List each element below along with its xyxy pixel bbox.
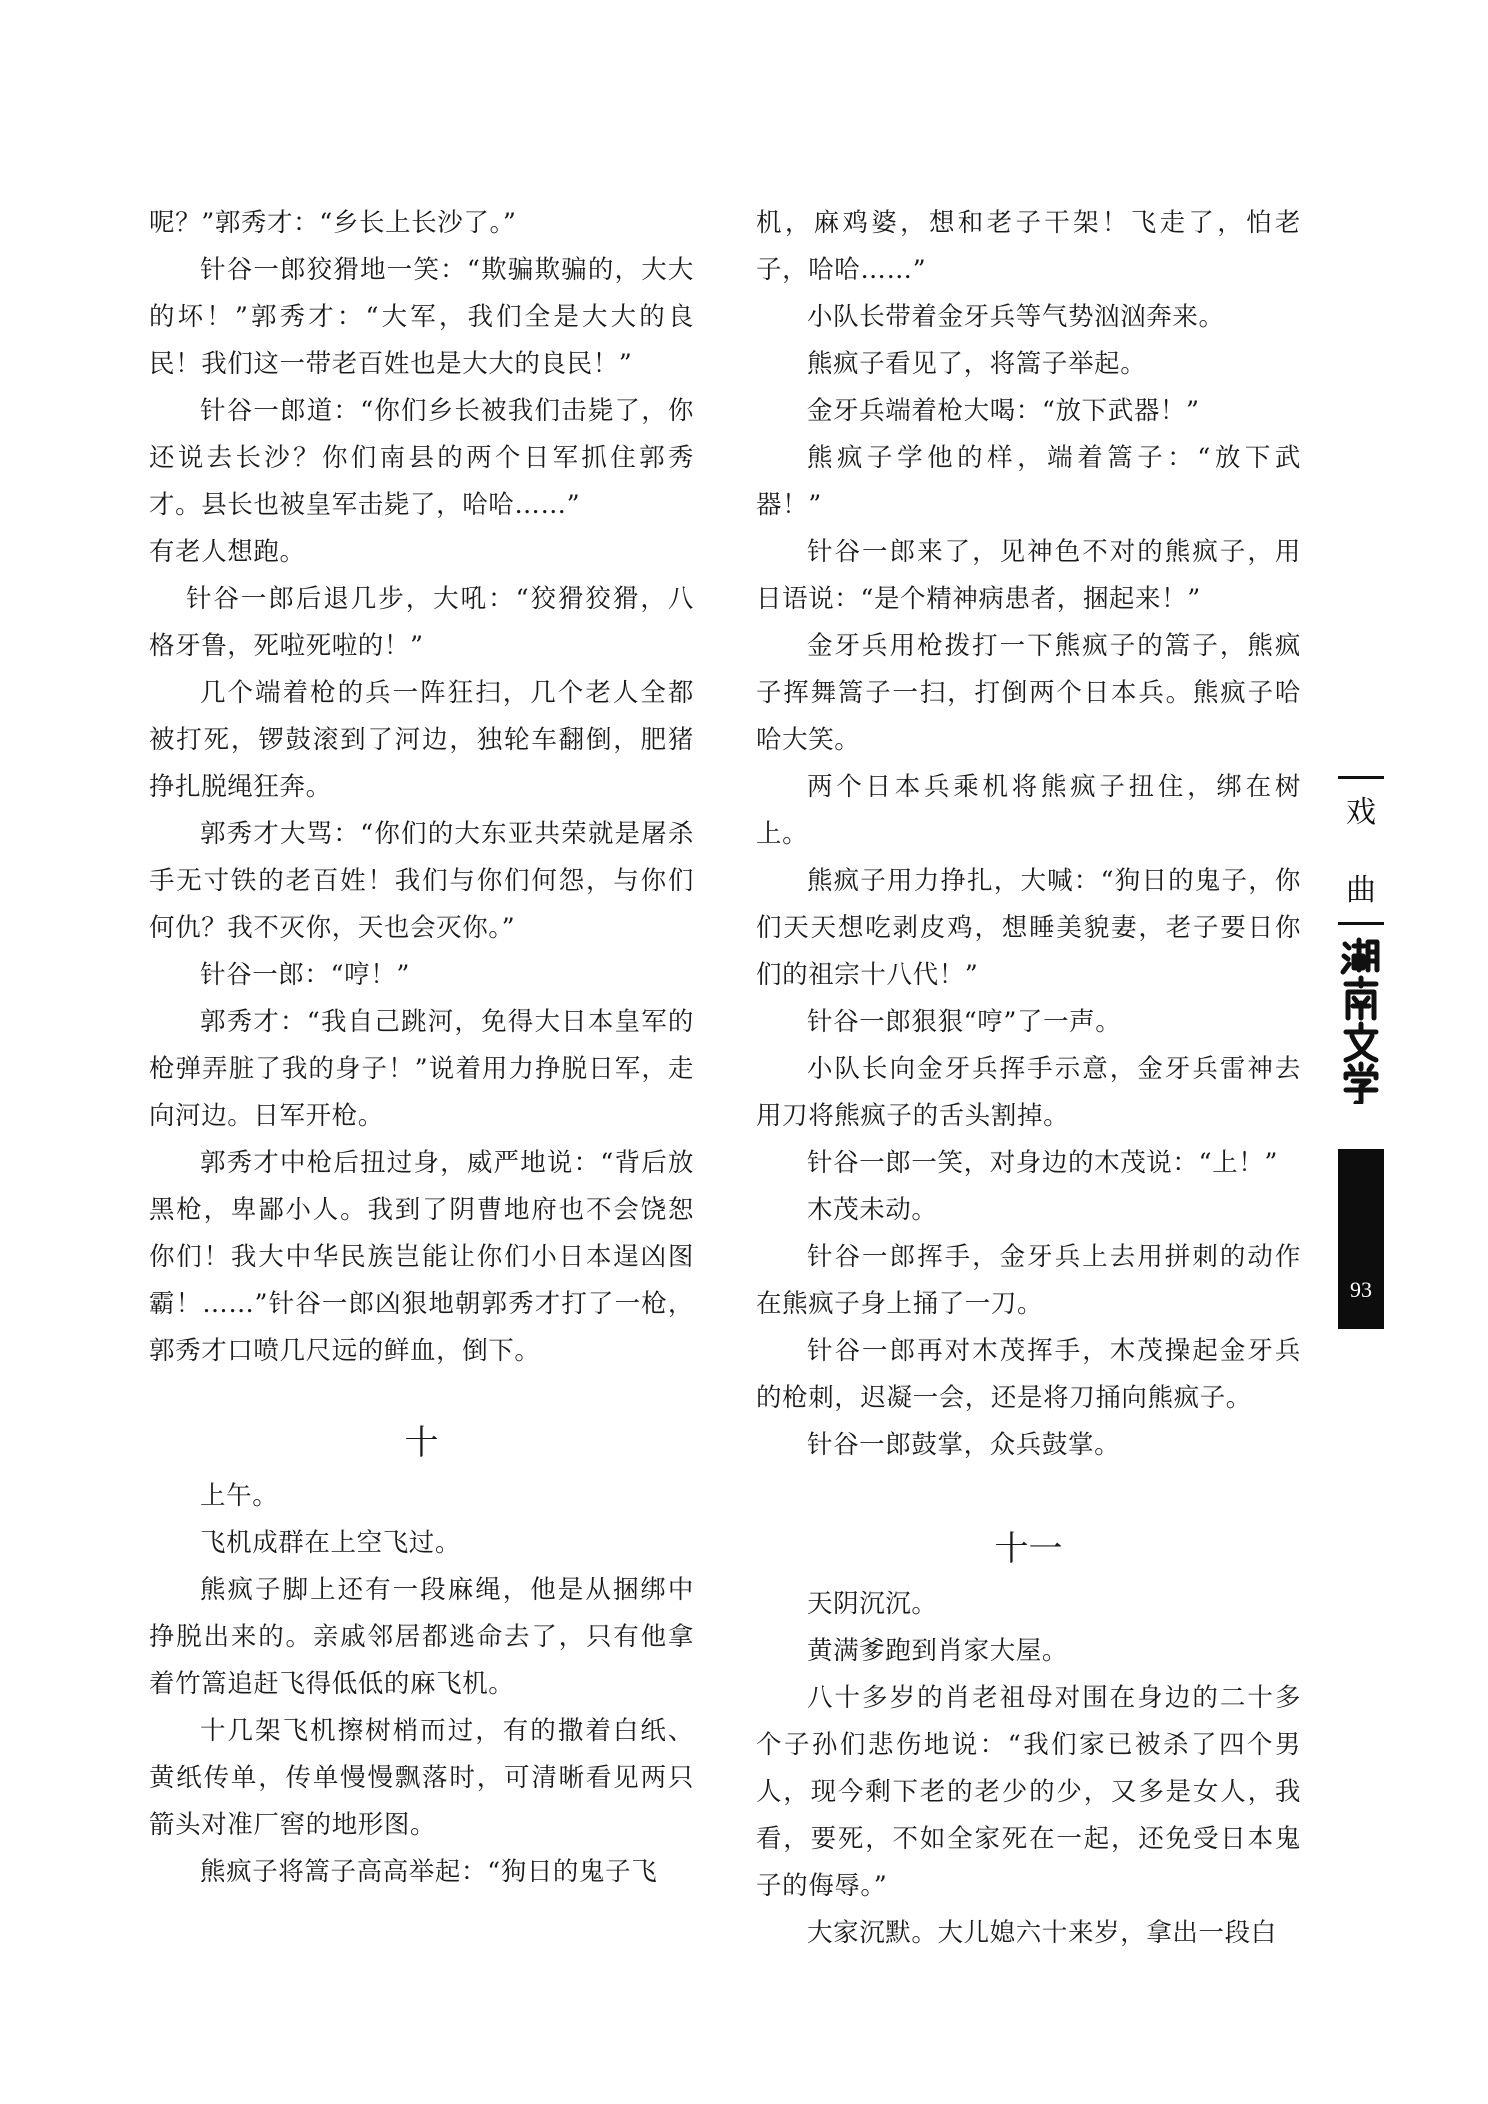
page-number-box (1338, 1149, 1384, 1329)
magazine-title-logo (1340, 936, 1382, 1104)
section-heading: 十一 (994, 1529, 1063, 1569)
paragraph: 小队长带着金牙兵等气势汹汹奔来。 (807, 302, 1225, 332)
paragraph: 针谷一郎挥手，金牙兵上去用拼刺的动作在熊疯子身上捅了一刀。 (756, 1242, 1301, 1319)
paragraph: 上午。 (200, 1481, 279, 1511)
page-number: 93 (1350, 1277, 1372, 1302)
paragraph: 天阴沉沉。 (807, 1589, 938, 1619)
paragraph: 金牙兵用枪拨打一下熊疯子的篙子，熊疯子挥舞篙子一扫，打倒两个日本兵。熊疯子哈哈大笑。 (756, 631, 1301, 755)
divider (1338, 922, 1384, 925)
paragraph: 小队长向金牙兵挥手示意，金牙兵雷神去用刀将熊疯子的舌头割掉。 (756, 1054, 1301, 1131)
paragraph: 针谷一郎狠狠“哼”了一声。 (807, 1007, 1122, 1037)
paragraph: 熊疯子学他的样，端着篙子：“放下武器！” (756, 443, 1301, 520)
paragraph: 木茂未动。 (807, 1195, 938, 1225)
section-label-char: 曲 (1346, 873, 1376, 908)
paragraph: 机，麻鸡婆，想和老子干架！飞走了，怕老子，哈哈……” (756, 208, 1301, 285)
paragraph: 针谷一郎道：“你们乡长被我们击毙了，你还说去长沙？你们南县的两个日军抓住郭秀才。县长也被皇军击毙了，哈哈……” (149, 396, 694, 520)
paragraph: 针谷一郎一笑，对身边的木茂说：“上！” (807, 1148, 1278, 1178)
paragraph: 针谷一郎后退几步，大吼：“狡猾狡猾，八格牙鲁，死啦死啦的！” (149, 584, 694, 661)
paragraph: 呢？”郭秀才：“乡长上长沙了。” (149, 208, 517, 238)
paragraph: 熊疯子用力挣扎，大喊：“狗日的鬼子，你们天天想吃剥皮鸡，想睡美貌妻，老子要日你们的祖宗十八代！” (756, 866, 1301, 990)
paragraph: 熊疯子看见了，将篙子举起。 (807, 349, 1147, 379)
paragraph: 针谷一郎再对木茂挥手，木茂操起金牙兵的枪刺，迟凝一会，还是将刀捅向熊疯子。 (756, 1336, 1301, 1413)
paragraph: 飞机成群在上空飞过。 (200, 1528, 462, 1558)
paragraph: 黄满爹跑到肖家大屋。 (807, 1636, 1069, 1666)
paragraph: 熊疯子脚上还有一段麻绳，他是从捆绑中挣脱出来的。亲戚邻居都逃命去了，只有他拿着竹篙追赶飞得低低的麻飞机。 (149, 1575, 694, 1699)
right-column (756, 200, 1301, 1957)
paragraph: 两个日本兵乘机将熊疯子扭住，绑在树上。 (756, 772, 1301, 849)
paragraph: 针谷一郎：“哼！” (200, 960, 410, 990)
paragraph: 金牙兵端着枪大喝：“放下武器！” (807, 396, 1200, 426)
divider (1338, 776, 1384, 779)
paragraph: 郭秀才：“我自己跳河，免得大日本皇军的枪弹弄脏了我的身子！”说着用力挣脱日军，走向河边。日军开枪。 (149, 1007, 694, 1131)
section-heading: 十 (404, 1423, 439, 1463)
paragraph: 针谷一郎狡猾地一笑：“欺骗欺骗的，大大的坏！”郭秀才：“大军，我们全是大大的良民！我们这一带老百姓也是大大的良民！” (149, 255, 694, 379)
paragraph: 郭秀才大骂：“你们的大东亚共荣就是屠杀手无寸铁的老百姓！我们与你们何怨，与你们何仇？我不灭你，天也会灭你。” (149, 819, 694, 943)
paragraph: 八十多岁的肖老祖母对围在身边的二十多个子孙们悲伤地说：“我们家已被杀了四个男人，现今剩下老的老少的少，又多是女人，我看，要死，不如全家死在一起，还免受日本鬼子的侮辱。” (756, 1683, 1301, 1901)
paragraph: 郭秀才中枪后扭过身，威严地说：“背后放黑枪，卑鄙小人。我到了阴曹地府也不会饶恕你们！我大中华民族岂能让你们小日本逞凶图霸！……”针谷一郎凶狠地朝郭秀才打了一枪，郭秀才口喷几尺远的鲜血，倒下。 (149, 1148, 694, 1366)
section-label-char: 戏 (1346, 795, 1376, 830)
left-column (149, 200, 694, 1896)
paragraph: 大家沉默。大儿媳六十来岁，拿出一段白 (807, 1918, 1277, 1948)
paragraph: 几个端着枪的兵一阵狂扫，几个老人全都被打死，锣鼓滚到了河边，独轮车翻倒，肥猪挣扎脱绳狂奔。 (149, 678, 694, 802)
paragraph: 针谷一郎来了，见神色不对的熊疯子，用日语说：“是个精神病患者，捆起来！” (756, 537, 1301, 614)
paragraph: 有老人想跑。 (149, 537, 306, 567)
paragraph: 熊疯子将篙子高高举起：“狗日的鬼子飞 (200, 1857, 658, 1887)
paragraph: 十几架飞机擦树梢而过，有的撒着白纸、黄纸传单，传单慢慢飘落时，可清晰看见两只箭头对准厂窖的地形图。 (149, 1716, 694, 1840)
paragraph: 针谷一郎鼓掌，众兵鼓掌。 (807, 1430, 1121, 1460)
